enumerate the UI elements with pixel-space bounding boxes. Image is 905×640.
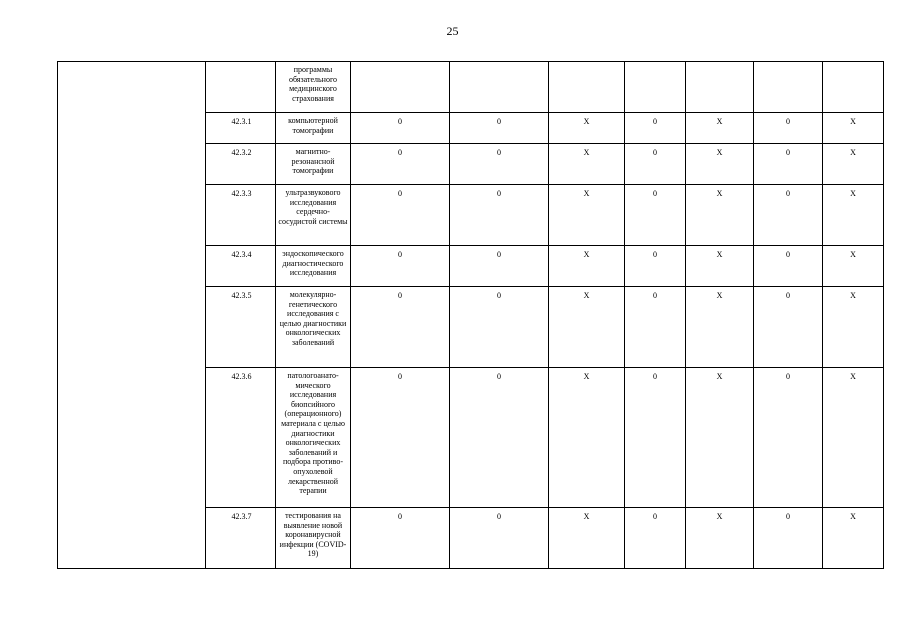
row-label: ультразвукового исследования сердечно-сосудистой системы xyxy=(276,185,351,246)
cell-value: 0 xyxy=(351,246,450,287)
cell-value: 0 xyxy=(351,113,450,144)
cell-value: 0 xyxy=(351,185,450,246)
merged-first-column xyxy=(58,62,206,569)
cell-value: X xyxy=(549,144,625,185)
cell-value: 0 xyxy=(351,144,450,185)
cell-value: 0 xyxy=(625,246,686,287)
cell-value: X xyxy=(549,113,625,144)
cell-value: X xyxy=(549,185,625,246)
cell-value: 0 xyxy=(450,113,549,144)
row-code: 42.3.3 xyxy=(206,185,276,246)
row-code xyxy=(206,62,276,113)
cell-value: X xyxy=(823,185,884,246)
cell-value: X xyxy=(686,368,754,508)
row-label: патологоанато-мического исследования биопсийного (операционного) материала с целью диагностики онкологических заболеваний и подбора противо-опухолевой лекарственной терапии xyxy=(276,368,351,508)
row-code: 42.3.4 xyxy=(206,246,276,287)
cell-value: 0 xyxy=(450,246,549,287)
row-label: эндоскопического диагностического исследования xyxy=(276,246,351,287)
cell-value: X xyxy=(549,508,625,569)
row-code: 42.3.6 xyxy=(206,368,276,508)
cell-value: X xyxy=(823,508,884,569)
row-code: 42.3.7 xyxy=(206,508,276,569)
cell-value: 0 xyxy=(450,368,549,508)
cell-value: 0 xyxy=(625,185,686,246)
cell-value: X xyxy=(686,144,754,185)
cell-value: 0 xyxy=(450,185,549,246)
cell-value: X xyxy=(549,368,625,508)
cell-value: X xyxy=(686,287,754,368)
cell-value: 0 xyxy=(351,368,450,508)
cell-value: 0 xyxy=(754,113,823,144)
cell-value: 0 xyxy=(754,508,823,569)
cell-value: X xyxy=(686,185,754,246)
cell-value: 0 xyxy=(625,368,686,508)
cell-value: 0 xyxy=(754,185,823,246)
row-label: тестирования на выявление новой коронавирусной инфекции (COVID-19) xyxy=(276,508,351,569)
cell-value: 0 xyxy=(450,287,549,368)
cell-value: X xyxy=(823,113,884,144)
row-label: компьютерной томографии xyxy=(276,113,351,144)
row-code: 42.3.2 xyxy=(206,144,276,185)
cell-value: 0 xyxy=(351,508,450,569)
page-number: 25 xyxy=(446,24,459,38)
table-row-continuation xyxy=(58,62,884,113)
cell-value: X xyxy=(823,246,884,287)
row-label: программы обязательного медицинского страхования xyxy=(276,62,351,113)
data-table xyxy=(57,61,884,569)
cell-value: 0 xyxy=(754,144,823,185)
cell-value: 0 xyxy=(450,508,549,569)
cell-value: 0 xyxy=(754,368,823,508)
cell-value: 0 xyxy=(450,144,549,185)
cell-value: X xyxy=(823,368,884,508)
cell-value: X xyxy=(823,287,884,368)
cell-value: X xyxy=(823,144,884,185)
row-code: 42.3.1 xyxy=(206,113,276,144)
cell-value: X xyxy=(686,113,754,144)
row-code: 42.3.5 xyxy=(206,287,276,368)
cell-value: 0 xyxy=(625,508,686,569)
cell-value: 0 xyxy=(625,144,686,185)
cell-value: X xyxy=(549,246,625,287)
cell-value: X xyxy=(549,287,625,368)
cell-value: 0 xyxy=(754,246,823,287)
row-label: молекулярно-генетического исследования с целью диагностики онкологических заболеваний xyxy=(276,287,351,368)
cell-value: X xyxy=(686,246,754,287)
cell-value: X xyxy=(686,508,754,569)
cell-value: 0 xyxy=(351,287,450,368)
cell-value: 0 xyxy=(754,287,823,368)
cell-value: 0 xyxy=(625,113,686,144)
cell-value: 0 xyxy=(625,287,686,368)
row-label: магнитно-резонансной томографии xyxy=(276,144,351,185)
